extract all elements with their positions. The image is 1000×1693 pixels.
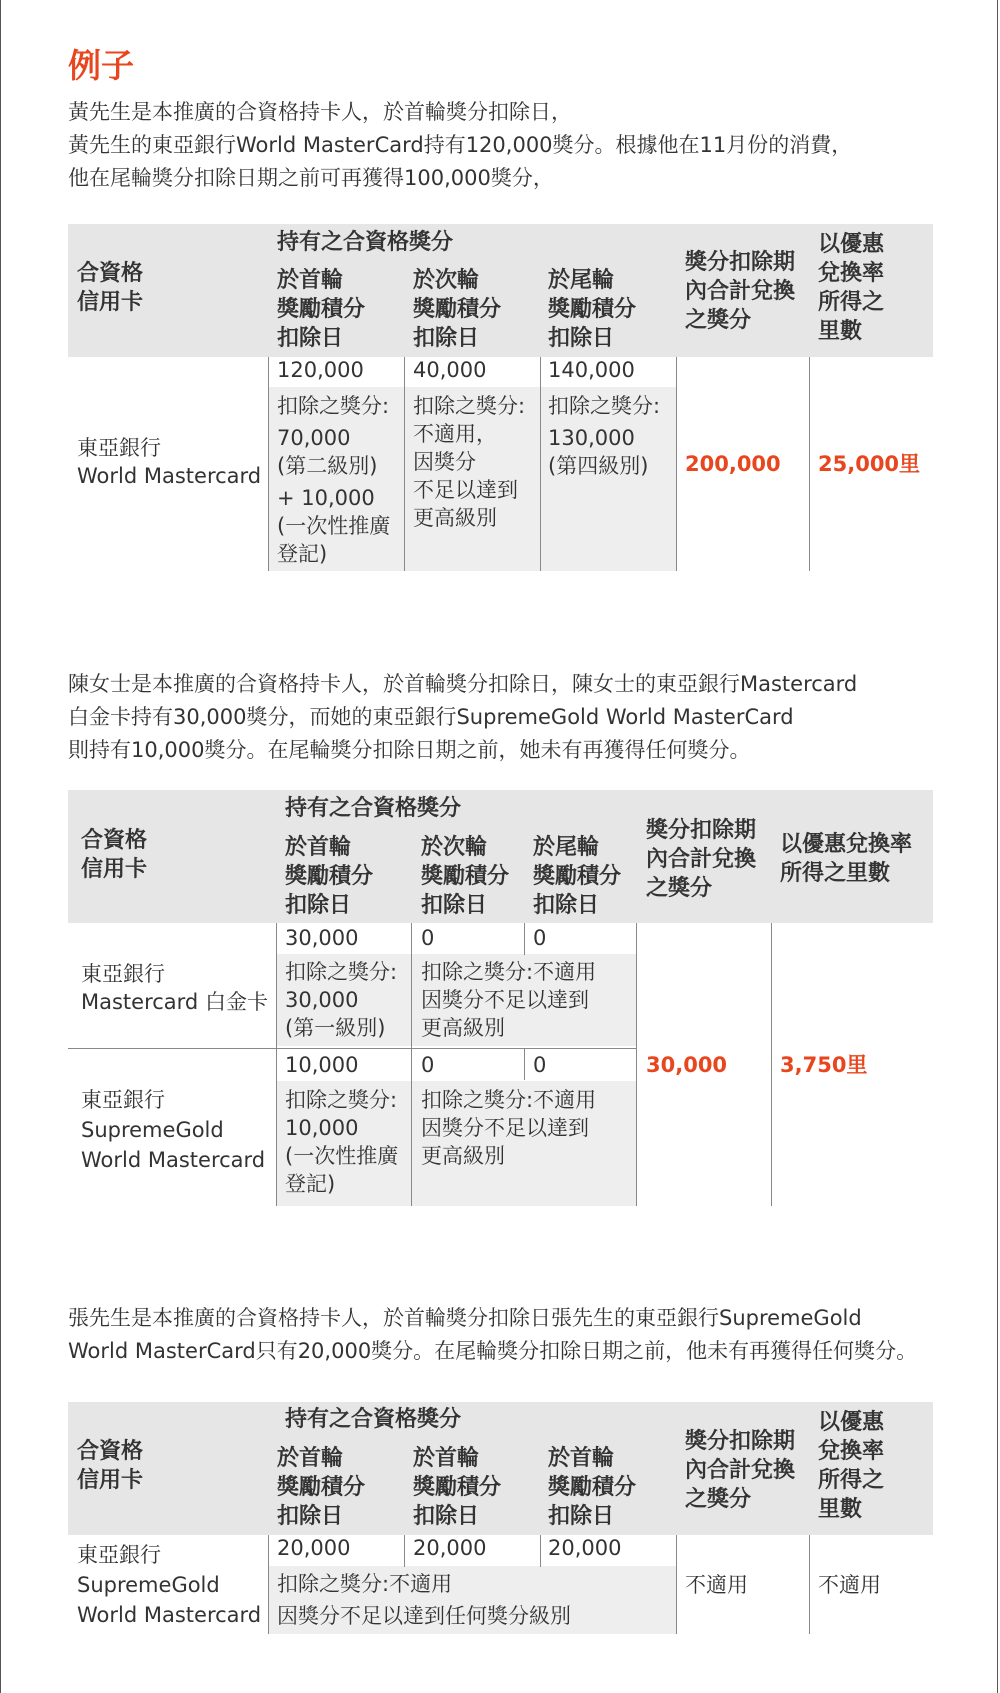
paragraph-line: 黃先生是本推廣的合資格持卡人，於首輪獎分扣除日， — [68, 100, 572, 124]
header-card: 合資格 信用卡 — [77, 1439, 144, 1493]
second-value: 40,000 — [413, 358, 487, 382]
row1-card: 東亞銀行 Mastercard 白金卡 — [81, 962, 268, 1014]
row2-card: 東亞銀行 SupremeGold World Mastercard — [81, 1088, 266, 1172]
header-miles: 以優惠 兌換率 所得之 里數 — [818, 232, 885, 344]
last-detail: 扣除之獎分: 130,000 (第四級別) — [548, 394, 661, 478]
header-last: 於首輪 獎勵積分 扣除日 — [548, 1446, 637, 1529]
paragraph-line: 陳女士是本推廣的合資格持卡人，於首輪獎分扣除日，陳女士的東亞銀行Mastercard — [68, 672, 858, 696]
header-first: 於首輪 獎勵積分 扣除日 — [277, 268, 366, 351]
first-value: 20,000 — [277, 1536, 351, 1560]
last-value: 140,000 — [548, 358, 635, 382]
total-value: 30,000 — [646, 1053, 728, 1077]
total-value: 不適用 — [685, 1573, 748, 1597]
header-card: 合資格 信用卡 — [81, 828, 148, 882]
header-total: 獎分扣除期 內合計兌換 之獎分 — [646, 818, 757, 901]
row-card: 東亞銀行 SupremeGold World Mastercard — [77, 1543, 262, 1627]
paragraph-line: World MasterCard只有20,000獎分。在尾輪獎分扣除日期之前，他未有再獲得任何獎分。 — [68, 1339, 918, 1363]
paragraph-line: 他在尾輪獎分扣除日期之前可再獲得100,000獎分， — [68, 166, 554, 190]
header-second: 於次輪 獎勵積分 扣除日 — [413, 268, 502, 351]
paragraph-line: 則持有10,000獎分。在尾輪獎分扣除日期之前，她未有再獲得任何獎分。 — [68, 738, 751, 762]
example-2-paragraph — [68, 668, 857, 767]
row1-second-value: 0 — [421, 926, 435, 950]
miles-value: 不適用 — [818, 1573, 881, 1597]
header-last: 於尾輪 獎勵積分 扣除日 — [533, 835, 622, 918]
second-value: 20,000 — [413, 1536, 487, 1560]
paragraph-line: 白金卡持有30,000獎分，而她的東亞銀行SupremeGold World MasterCard — [68, 705, 794, 729]
example-3-paragraph — [68, 1302, 917, 1368]
header-group: 持有之合資格獎分 — [285, 796, 462, 821]
header-total: 獎分扣除期 內合計兌換 之獎分 — [685, 250, 796, 333]
header-first: 於首輪 獎勵積分 扣除日 — [277, 1446, 366, 1529]
row1-last-value: 0 — [533, 926, 547, 950]
header-last: 於尾輪 獎勵積分 扣除日 — [548, 268, 637, 351]
header-total: 獎分扣除期 內合計兌換 之獎分 — [685, 1429, 796, 1512]
row-card: 東亞銀行 World Mastercard — [77, 436, 262, 488]
row2-first-value: 10,000 — [285, 1053, 359, 1077]
example-1-paragraph — [68, 96, 852, 195]
header-first: 於首輪 獎勵積分 扣除日 — [285, 835, 374, 918]
second-detail: 扣除之獎分: 不適用， 因獎分 不足以達到 更高級別 — [413, 394, 526, 530]
header-second: 於首輪 獎勵積分 扣除日 — [413, 1446, 502, 1529]
header-miles: 以優惠 兌換率 所得之 里數 — [818, 1410, 885, 1522]
header-miles: 以優惠兌換率 所得之里數 — [780, 832, 913, 886]
row2-last-value: 0 — [533, 1053, 547, 1077]
last-value: 20,000 — [548, 1536, 622, 1560]
header-group: 持有之合資格獎分 — [277, 230, 454, 255]
row2-second-detail: 扣除之獎分:不適用 因獎分不足以達到 更高級別 — [421, 1088, 597, 1168]
row-detail: 扣除之獎分:不適用 因獎分不足以達到任何獎分級別 — [277, 1572, 571, 1628]
miles-value: 25,000里 — [818, 452, 921, 476]
total-value: 200,000 — [685, 452, 781, 476]
paragraph-line: 黃先生的東亞銀行World MasterCard持有120,000獎分。根據他在11月份的消費， — [68, 133, 853, 157]
first-value: 120,000 — [277, 358, 364, 382]
row2-first-detail: 扣除之獎分: 10,000 (一次性推廣 登記) — [285, 1088, 399, 1196]
header-second: 於次輪 獎勵積分 扣除日 — [421, 835, 510, 918]
header-card: 合資格 信用卡 — [77, 261, 144, 315]
paragraph-line: 張先生是本推廣的合資格持卡人，於首輪獎分扣除日張先生的東亞銀行SupremeGold — [68, 1306, 862, 1330]
header-group: 持有之合資格獎分 — [285, 1407, 462, 1432]
row1-first-value: 30,000 — [285, 926, 359, 950]
row1-second-detail: 扣除之獎分:不適用 因獎分不足以達到 更高級別 — [421, 960, 597, 1040]
miles-value: 3,750里 — [780, 1053, 868, 1077]
page-title: 例子 — [68, 46, 134, 85]
first-detail: 扣除之獎分: 70,000 (第二級別) + 10,000 (一次性推廣 登記) — [277, 394, 391, 566]
row1-first-detail: 扣除之獎分: 30,000 (第一級別) — [285, 960, 398, 1040]
row2-second-value: 0 — [421, 1053, 435, 1077]
